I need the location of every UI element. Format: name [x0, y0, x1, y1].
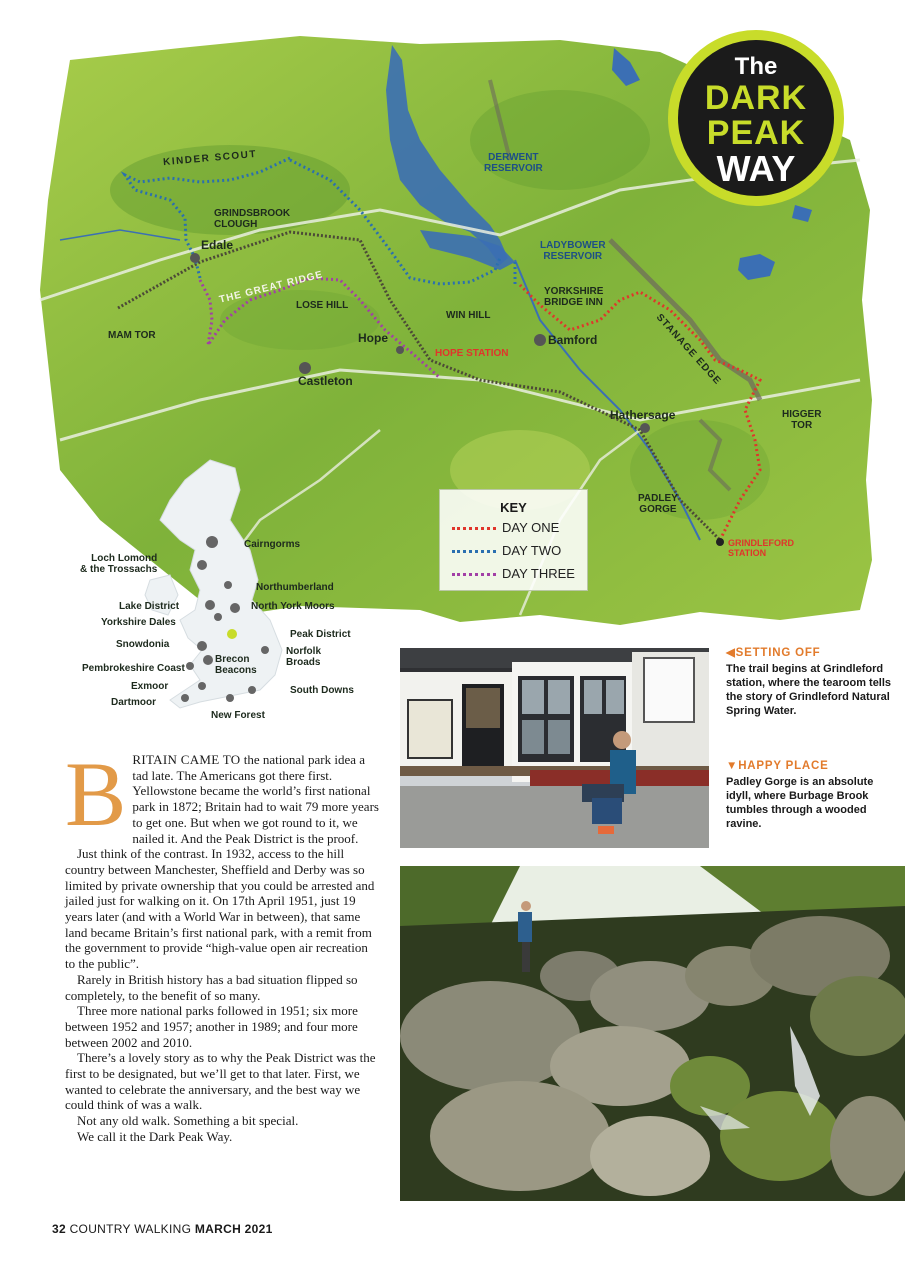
badge-way: WAY — [716, 148, 796, 189]
inset-new-forest: New Forest — [211, 710, 265, 721]
article-paragraph-1 — [65, 743, 380, 846]
article-paragraph-2: Just think of the contrast. In 1932, access to the hill country between Manchester, Sheffield and Derby was so limited by private ownership that you could be arrested and jailed just for walking on it. On 17th April 1951, just 19 years later (and with a World War in between), that same land became Britain’s first national park, with a remit from the government to provide “high-value open air recreation to the public”. — [65, 846, 375, 972]
label-hope: Hope — [358, 331, 388, 345]
inset-norfolk-broads: Norfolk Broads — [286, 646, 321, 668]
caption-setting-off-body: The trail begins at Grindleford station, where the tearoom tells the story of Grindleford Natural Spring Water. — [726, 663, 892, 717]
map-key — [439, 489, 588, 591]
label-yorkshire-bridge-inn: YORKSHIRE BRIDGE INN — [544, 286, 604, 308]
page-footer — [52, 1222, 273, 1236]
inset-snowdonia: Snowdonia — [116, 639, 170, 650]
label-mam-tor: MAM TOR — [108, 330, 156, 341]
triangle-down-icon: ▼ — [726, 760, 739, 772]
inset-lake-district: Lake District — [119, 601, 180, 612]
caption-happy-place-head: HAPPY PLACE — [738, 760, 829, 772]
inset-north-york-moors: North York Moors — [251, 601, 335, 612]
label-ladybower-reservoir: LADYBOWER RESERVOIR — [540, 240, 606, 262]
label-grindsbrook: GRINDSBROOK CLOUGH — [214, 208, 291, 230]
inset-dartmoor: Dartmoor — [111, 697, 157, 708]
inset-peak-district: Peak District — [290, 629, 351, 640]
inset-exmoor: Exmoor — [131, 681, 169, 692]
label-lose-hill: LOSE HILL — [296, 300, 349, 311]
inset-loch-lomond: Loch Lomond & the Trossachs — [80, 553, 158, 575]
inset-brecon-beacons: Brecon Beacons — [215, 654, 257, 676]
key-day-one: DAY ONE — [452, 520, 559, 535]
label-padley-gorge: PADLEY GORGE — [638, 493, 678, 515]
dark-peak-way-badge — [668, 30, 844, 206]
key-title: KEY — [500, 500, 527, 515]
badge-peak: PEAK — [706, 114, 806, 152]
label-grindleford-station: GRINDLEFORD STATION — [728, 538, 794, 558]
inset-yorkshire-dales: Yorkshire Dales — [101, 617, 176, 628]
caption-setting-off — [726, 646, 896, 718]
triangle-left-icon: ◀ — [726, 647, 736, 659]
article-paragraph-5: There’s a lovely story as to why the Peak District was the first to be designated, but we’ll get to that later. First, we wanted to celebrate the anniversary, and the best way we could think of was a walk. — [65, 1050, 376, 1113]
label-great-ridge: THE GREAT RIDGE — [218, 269, 325, 306]
photo-padley-gorge — [400, 866, 905, 1201]
label-win-hill: WIN HILL — [446, 310, 491, 321]
blue-dotted-line-icon — [452, 550, 496, 553]
badge-dark: DARK — [704, 79, 808, 117]
label-hathersage: Hathersage — [610, 408, 676, 422]
label-hope-station: HOPE STATION — [435, 348, 509, 359]
page-number: 32 — [52, 1222, 66, 1236]
label-bamford: Bamford — [548, 333, 598, 347]
article-paragraph-7: We call it the Dark Peak Way. — [77, 1128, 233, 1144]
key-day-two: DAY TWO — [452, 543, 561, 558]
inset-pembrokeshire: Pembrokeshire Coast — [82, 663, 185, 674]
drop-cap: B — [65, 743, 127, 845]
article-paragraph-1-text: the national park idea a tad late. The Americans got there first. Yellowstone became the world’s first national park in 1872; Britain had to wait 79 more years to get one. But when we got round to it, we nailed it. And the Peak District is the proof. — [132, 752, 379, 846]
label-castleton: Castleton — [298, 374, 353, 388]
label-higger-tor: HIGGER TOR — [782, 409, 822, 431]
key-day-three: DAY THREE — [452, 566, 575, 581]
label-edale: Edale — [201, 238, 234, 252]
purple-dotted-line-icon — [452, 573, 496, 576]
article-paragraph-4: Three more national parks followed in 1951; six more between 1952 and 1957; another in 1989; and four more between 2002 and 2010. — [65, 1003, 358, 1050]
article-paragraph-6: Not any old walk. Something a bit special. — [77, 1113, 299, 1129]
caption-happy-place-body: Padley Gorge is an absolute idyll, where Burbage Brook tumbles through a wooded ravine. — [726, 776, 874, 830]
issue-date: MARCH 2021 — [194, 1222, 273, 1236]
label-stanage-edge: STANAGE EDGE — [653, 312, 724, 388]
label-derwent-reservoir: DERWENT RESERVOIR — [484, 152, 543, 174]
badge-the: The — [734, 53, 778, 80]
article-lead-caps: RITAIN CAME TO — [132, 752, 241, 767]
caption-happy-place — [726, 759, 896, 831]
red-dotted-line-icon — [452, 527, 496, 530]
caption-setting-off-head: SETTING OFF — [735, 647, 821, 659]
article-body — [65, 743, 380, 1145]
article-paragraph-3: Rarely in British history has a bad situation flipped so completely, to the benefit of so many. — [65, 971, 358, 1003]
photo-grindleford-tearoom — [400, 648, 709, 848]
inset-northumberland: Northumberland — [256, 582, 334, 593]
magazine-name: COUNTRY WALKING — [69, 1222, 192, 1236]
label-kinder-scout: KINDER SCOUT — [162, 148, 258, 169]
inset-cairngorms: Cairngorms — [244, 539, 301, 550]
inset-south-downs: South Downs — [290, 685, 354, 696]
